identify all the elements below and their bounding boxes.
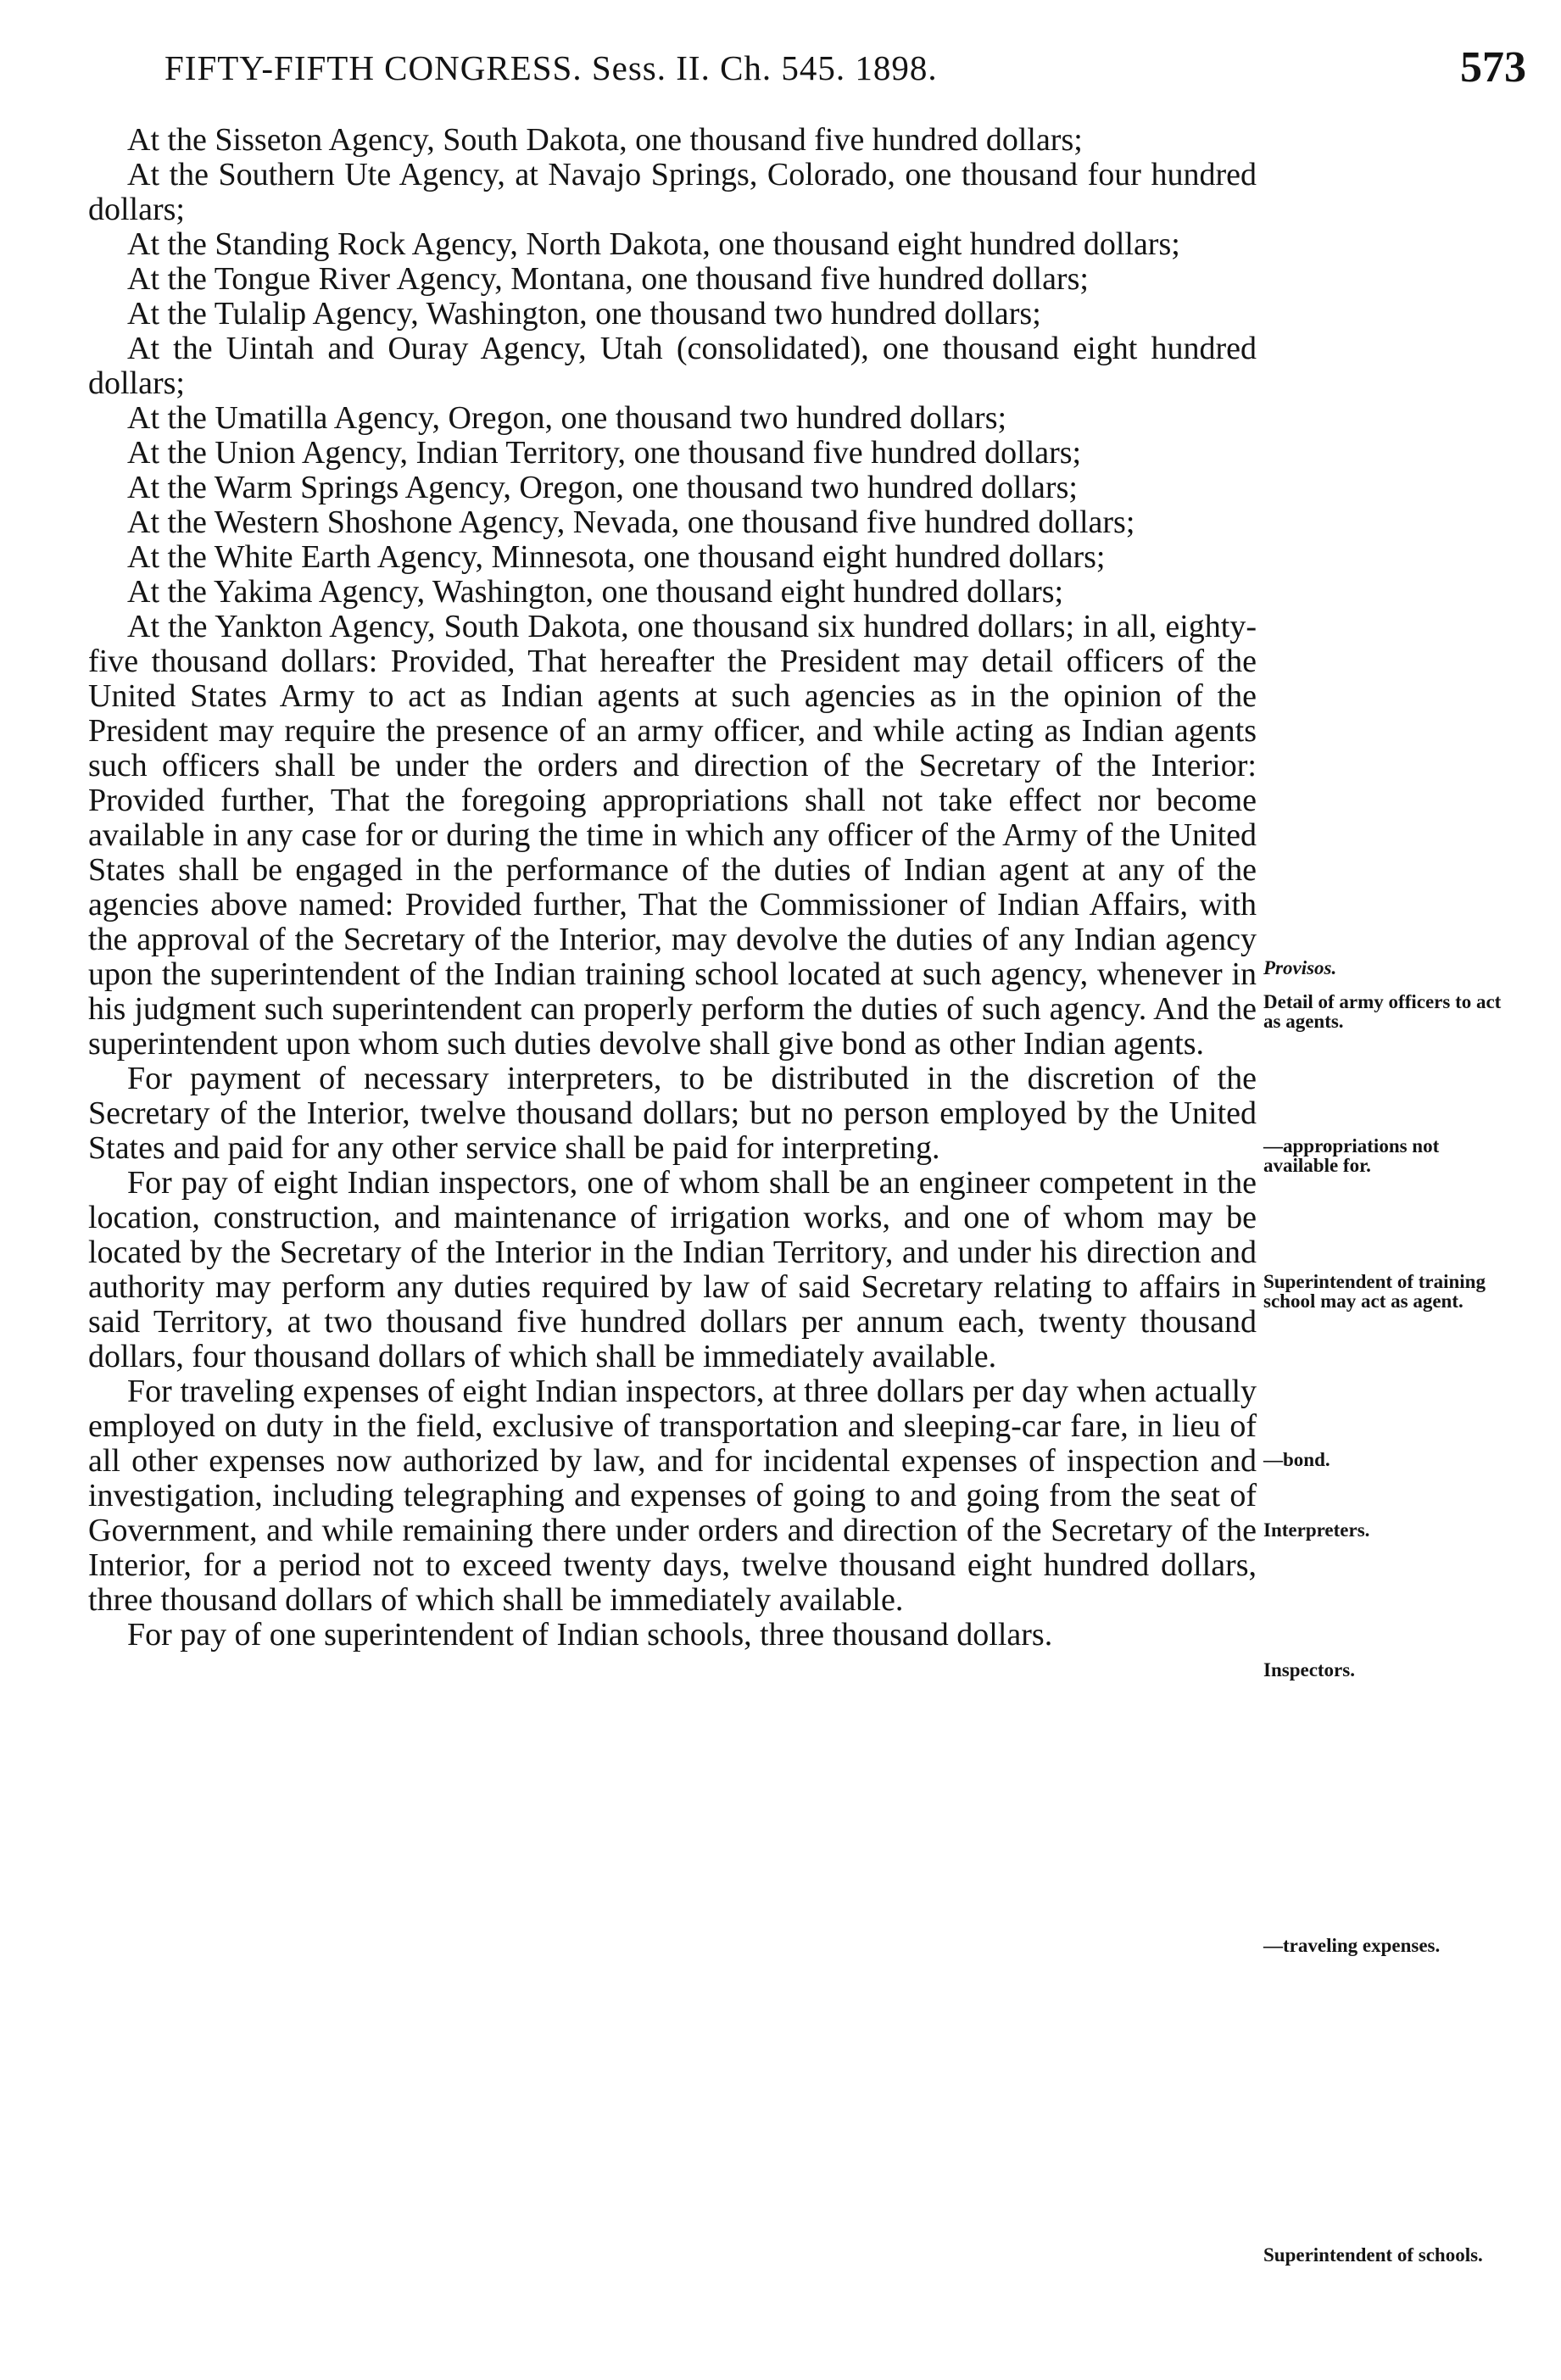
paragraph-warm-springs: At the Warm Springs Agency, Oregon, one thousand two hundred dollars; (127, 470, 1078, 505)
paragraph-umatilla: At the Umatilla Agency, Oregon, one thousand two hundred dollars; (127, 400, 1007, 436)
paragraph-western-shoshone: At the Western Shoshone Agency, Nevada, one thousand five hundred dollars; (127, 504, 1135, 540)
running-header (119, 42, 1526, 110)
paragraph-standing-rock: At the Standing Rock Agency, North Dakota, one thousand eight hundred dollars; (127, 226, 1180, 262)
paragraph-southern-ute: At the Southern Ute Agency, at Navajo Springs, Colorado, one thousand four hundred dollars; (88, 157, 1257, 227)
paragraph-white-earth: At the White Earth Agency, Minnesota, one thousand eight hundred dollars; (127, 539, 1106, 575)
paragraph-union: At the Union Agency, Indian Territory, one thousand five hundred dollars; (127, 435, 1082, 471)
page-number: 573 (1460, 43, 1526, 92)
paragraph-yakima: At the Yakima Agency, Washington, one thousand eight hundred dollars; (127, 574, 1064, 610)
paragraph-sisseton: At the Sisseton Agency, South Dakota, one thousand five hundred dollars; (127, 122, 1083, 158)
margin-note-inspectors: Inspectors. (1263, 1659, 1355, 1680)
margin-note-appropriations: —appropriations not available for. (1263, 1135, 1440, 1176)
paragraph-traveling-expenses: For traveling expenses of eight Indian inspectors, at three dollars per day when actually employed on duty in the field, exclusive of transportation and sleeping-car fare, in lieu of all other expenses now authorized by law, and for incidental expenses of inspection and investigation, including telegraphing and expenses of going to and going from the seat of Government, and while remaining there under orders and direction of the Secretary of the Interior, for a period not to exceed twenty days, twelve thousand eight hundred dollars, three thousand dollars of which shall be immediately available. (88, 1374, 1257, 1618)
body-text (88, 123, 1257, 1653)
paragraph-yankton-provisos: At the Yankton Agency, South Dakota, one thousand six hundred dollars; in all, eighty-five thousand dollars: Provided, That hereafter the President may detail officers of the United States Army to act as Indian agents at such agencies as in the opinion of the President may require the presence of an army officer, and while acting as Indian agents such officers shall be under the orders and direction of the Secretary of the Interior: Provided further, That the foregoing appropriations shall not take effect nor become available in any case for or during the time in which any officer of the Army of the United States shall be engaged in the performance of the duties of Indian agent at any of the agencies above named: Provided further, That the Commissioner of Indian Affairs, with the approval of the Secretary of the Interior, may devolve the duties of any Indian agency upon the superintendent of the Indian training school located at such agency, whenever in his judgment such superintendent can properly perform the duties of such agency. And the superintendent upon whom such duties devolve shall give bond as other Indian agents. (88, 609, 1257, 1062)
margin-note-army-officers: Detail of army officers to act as agents. (1263, 991, 1502, 1032)
margin-note-bond: —bond. (1263, 1449, 1330, 1470)
margin-note-traveling-expenses: —traveling expenses. (1263, 1935, 1441, 1956)
paragraph-school-superintendent: For pay of one superintendent of Indian schools, three thousand dollars. (127, 1617, 1053, 1653)
margin-note-provisos: Provisos. (1263, 957, 1337, 978)
running-head: FIFTY-FIFTH CONGRESS. Sess. II. Ch. 545. 1898. (164, 48, 938, 87)
margin-note-training-school: Superintendent of training school may act as agent. (1263, 1271, 1486, 1312)
margin-note-interpreters: Interpreters. (1263, 1519, 1370, 1541)
paragraph-uintah-ouray: At the Uintah and Ouray Agency, Utah (consolidated), one thousand eight hundred dollars; (88, 331, 1257, 401)
margin-note-superintendent-schools: Superintendent of schools. (1263, 2244, 1483, 2266)
paragraph-interpreters: For payment of necessary interpreters, to be distributed in the discretion of the Secretary of the Interior, twelve thousand dollars; but no person employed by the United States and paid for any other service shall be paid for interpreting. (88, 1061, 1257, 1166)
paragraph-inspectors: For pay of eight Indian inspectors, one of whom shall be an engineer competent in the location, construction, and maintenance of irrigation works, and one of whom may be located by the Secretary of the Interior in the Indian Territory, and under his direction and authority may perform any duties required by law of said Secretary relating to affairs in said Territory, at two thousand five hundred dollars per annum each, twenty thousand dollars, four thousand dollars of which shall be immediately available. (88, 1165, 1257, 1374)
paragraph-tulalip: At the Tulalip Agency, Washington, one thousand two hundred dollars; (127, 296, 1041, 332)
paragraph-tongue-river: At the Tongue River Agency, Montana, one thousand five hundred dollars; (127, 261, 1089, 297)
